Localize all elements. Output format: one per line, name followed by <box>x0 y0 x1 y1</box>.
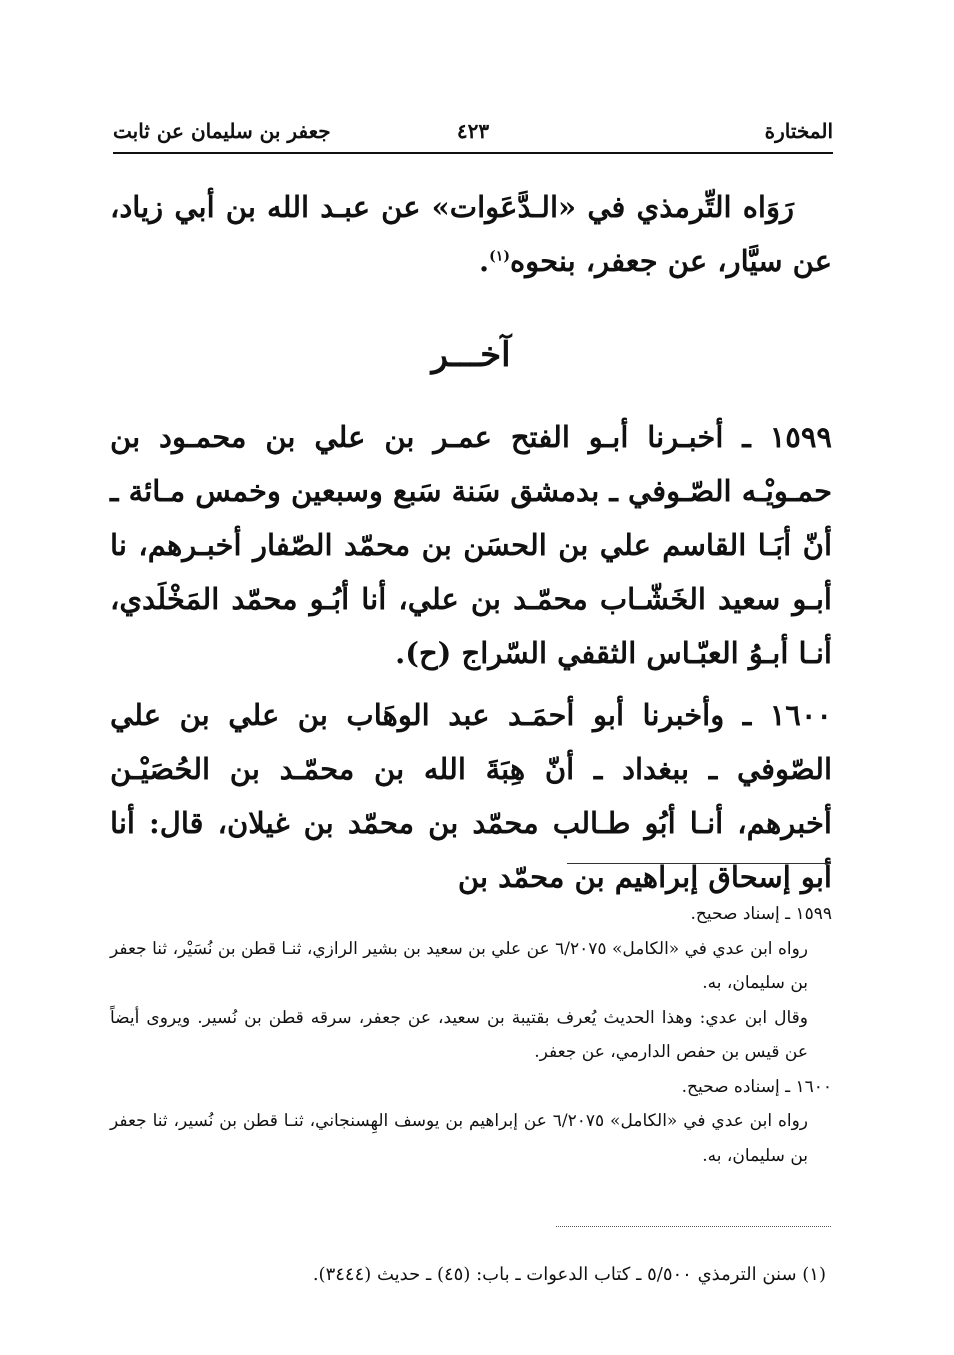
footnote-divider <box>556 1226 831 1227</box>
notes-divider <box>567 863 831 864</box>
note-1599-head: ١٥٩٩ ـ إسناد صحيح. <box>690 904 832 924</box>
hadith-number: ١٥٩٩ <box>769 420 832 454</box>
book-title: المختارة <box>764 119 833 143</box>
hadith-1599 <box>110 410 832 680</box>
note-1600-line1: رواه ابن عدي في «الكامل» ٦/٢٠٧٥ عن إبراهيم بن يوسف الهِسنجاني، ثنـا قطن بن نُسير، ثنا جعفر بن سليمان، به. <box>110 1111 808 1166</box>
commentary-notes <box>110 897 832 1173</box>
hadith-text: ـ وأخبرنا أبو أحمَـد عبد الوهَاب بن علي بن علي الصّوفي ـ ببغداد ـ أنّ هِبَةَ الله بن محمّـد بن الحُصَيْـن أخبرهم، أنـا أبُو طـالب محمّد بن محمّد بن غيلان، قال: أنا أبو إسحاق إبراهيم بن محمّد بن <box>110 698 832 894</box>
note-1600-head: ١٦٠٠ ـ إسناده صحيح. <box>681 1076 832 1097</box>
section-title: آخـــر <box>431 335 511 375</box>
intro-paragraph <box>110 180 832 288</box>
section-header-title: جعفر بن سليمان عن ثابت <box>113 119 331 143</box>
footnote: (١) سنن الترمذي ٥/٥٠٠ ـ كتاب الدعوات ـ باب: (٤٥) ـ حديث (٣٤٤٤). <box>312 1264 826 1285</box>
main-text <box>110 180 832 912</box>
hadith-text: ـ أخبـرنا أبـو الفتح عمـر بن علي بن محمـود بن حمـويْـه الصّـوفي ـ بدمشق سَنة سَبع وسبعين وخمس مـائة ـ أنّ أبَـا القاسم علي بن الحسَن بن محمّد الصّفار أخبـرهم، نا أبـو سعيد الخَشّـاب محمّـد بن علي، أنا أبُـو محمّد المَخْلَدي، أنـا أبـوُ العبّـاس الثقفي السّراج (ح). <box>110 420 832 670</box>
note-1599-line1: رواه ابن عدي في «الكامل» ٦/٢٠٧٥ عن علي بن سعيد بن بشير الرازي، ثنـا قطن بن نُسَيْر، ثنا جعفر بن سليمان، به. <box>110 938 808 993</box>
running-header <box>113 115 833 151</box>
footnote-marker: (١) <box>489 248 510 265</box>
header-divider <box>113 152 833 154</box>
note-1599-line2: وقال ابن عدي: وهذا الحديث يُعرف بقتيبة بن سعيد، عن جعفر، سرقه قطن بن نُسير. ويروى أيضاً عن قيس بن حفص الدارمي، عن جعفر. <box>110 1007 808 1062</box>
intro-end: . <box>479 244 490 278</box>
hadith-number: ١٦٠٠ <box>769 698 832 732</box>
page-number: ٤٢٣ <box>456 119 490 143</box>
intro-text: رَوَاه التِّرمذي في «الـدَّعَوات» عن عبـد الله بن أبي زياد، عن سيَّار، عن جعفر، بنحوه <box>110 190 832 278</box>
hadith-1600 <box>110 688 832 904</box>
